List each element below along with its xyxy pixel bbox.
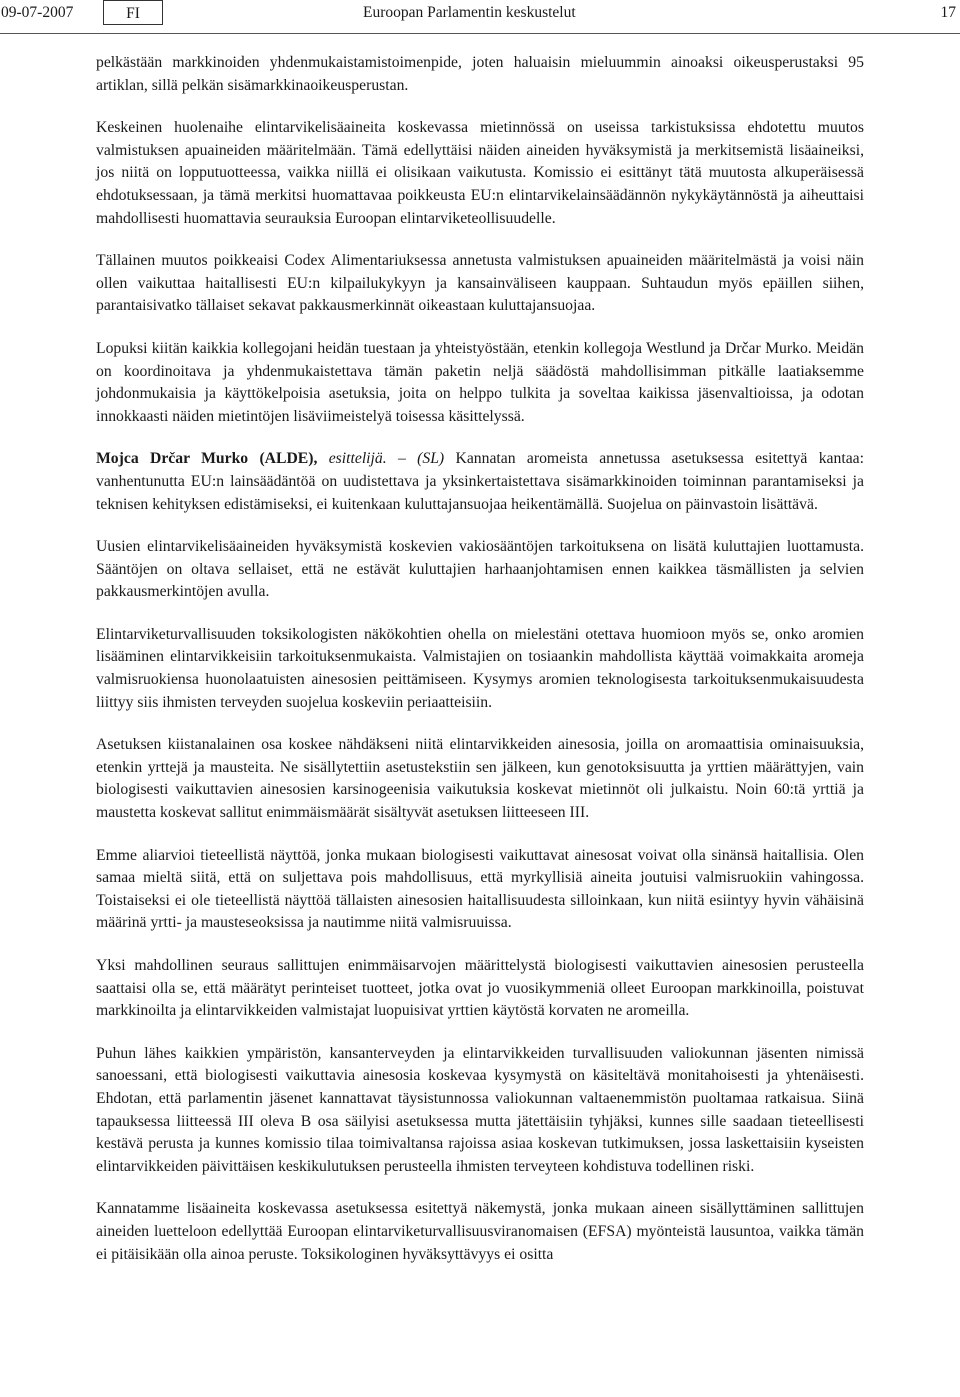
paragraph: Emme aliarvioi tieteellistä näyttöä, jonka mukaan biologisesti vaikuttavat ainesosat voivat olla sinänsä haitallisia. Olen samaa mieltä siitä, että on suljettava pois mahdollisuus, että myrkyllisiä aineita joutuisi valmisruokiin vahingossa. Toistaiseksi ei ole tieteellistä näyttöä tällaisten ainesosien haitallisuudesta silloinkaan, kun niitä esiintyy hyvin vähäisinä määrinä yrtti- ja mausteseoksissa ja nautimme niitä valmisruuissa. [96, 846, 864, 932]
header-title: Euroopan Parlamentin keskustelut [363, 4, 576, 21]
paragraph: Uusien elintarvikelisäaineiden hyväksymistä koskevien vakiosääntöjen tarkoituksena on lisätä kuluttajien luottamusta. Sääntöjen on oltava sellaiset, että ne estävät kuluttajien harhaanjohtamisen ennen kaikkea täsmällisten ja selvien pakkausmerkintöjen avulla. [96, 538, 864, 601]
paragraph: Kannatamme lisäaineita koskevassa asetuksessa esitettyä näkemystä, jonka mukaan aineen sisällyttäminen sallittujen aineiden luetteloon edellyttää Euroopan elintarviketurvallisuusviranomaisen (EFSA) myönteistä lausuntoa, vaikka tämän ei pitäisikään olla ainoa peruste. Toksikologinen hyväksyttävyys ei ositta [96, 1200, 864, 1263]
paragraph: Puhun lähes kaikkien ympäristön, kansanterveyden ja elintarvikkeiden turvallisuuden valiokunnan jäsenten nimissä sanoessani, että biologisesti vaikuttavia ainesosia koskevaa kysymystä on käsiteltävä monitahoisesti ja yhtenäisesti. Ehdotan, että parlamentin jäsenet kannattavat täysistunnossa valiokunnan valtaenemmistön puoltamaa ratkaisua. Siinä tapauksessa liitteessä III oleva B osa säilyisi asetuksessa mutta jätettäisiin tyhjäksi, kunnes sille saadaan tieteellisesti kestävä perusta ja kunnes komissio tilaa toimivaltansa rajoissa asiaa koskevan tutkimuksen, jossa laskettaisiin kyseisten elintarvikkeiden päivittäisen keskikulutuksen perusteella ihmisten terveyteen kohdistuva todellinen riski. [96, 1044, 864, 1175]
paragraph: Keskeinen huolenaihe elintarvikelisäaineita koskevassa mietinnössä on useissa tarkistuksissa ehdotettu muutos valmistuksen apuaineiden määritelmään. Tämä edellyttäisi näiden aineiden hyväksymistä ja merkitsemistä lisäaineiksi, jos niitä on lopputuotteessa, vaikka niillä ei olisikaan vaikutusta. Komissio ei esittänyt tätä muutosta alkuperäisessä ehdotuksessaan, ja tämä merkitsi huomattavaa poikkeusta EU:n elintarvikelainsäädännön nykykäytännöstä ja aiheuttaisi mahdollisesti huomattavia seurauksia Euroopan elintarviketeollisuudelle. [96, 119, 864, 227]
speech-dash: – [397, 450, 406, 468]
paragraph: pelkästään markkinoiden yhdenmukaistamistoimenpide, joten haluaisin mieluummin ainoaksi oikeusperustaksi 95 artiklan, sillä pelkän sisämarkkinaoikeusperustan. [96, 54, 864, 94]
paragraph: Lopuksi kiitän kaikkia kollegojani heidän tuestaan ja yhteistyöstään, etenkin kollegoja Westlund ja Drčar Murko. Meidän on koordinoitava ja yhdenmukaistettava tämän paketin neljä säädöstä mahdollisimman pitkälle laatiaksemme johdonmukaisia ja käyttökelpoisia asetuksia, joita on helppo tulkita ja soveltaa kaikissa jäsenvaltioissa, ja odotan innokkaasti näiden mietintöjen lisäviimeistelyä toisessa käsittelyssä. [96, 339, 864, 425]
header-rule [0, 33, 960, 34]
paragraph: Yksi mahdollinen seuraus sallittujen enimmäisarvojen määrittelystä biologisesti vaikuttavien ainesosien perusteella saattaisi olla se, että määrätyt perinteiset tuotteet, jotka ovat jo vuosikymmeniä olleet Euroopan markkinoilla, poistuvat markkinoilta ja elintarvikkeiden valmistajat luopuisivat yrttien käytöstä korvaten ne aromeilla. [96, 957, 864, 1020]
header-date: 09-07-2007 [1, 4, 74, 21]
document-body [96, 52, 864, 1286]
speaker-name: Mojca Drčar Murko (ALDE), [96, 450, 318, 468]
language-box: FI [103, 0, 163, 25]
paragraph: Tällainen muutos poikkeaisi Codex Alimentariuksessa annetusta valmistuksen apuaineiden määritelmästä ja voisi näin ollen vaikuttaa haitallisesti EU:n kilpailukykyyn ja kansainväliseen kauppaan. Suhtaudun myös epäillen siihen, parantaisivatko tällaiset sekavat pakkausmerkinnät oikeastaan kuluttajansuojaa. [96, 252, 864, 315]
page-number: 17 [940, 4, 956, 21]
paragraph: Asetuksen kiistanalainen osa koskee nähdäkseni niitä elintarvikkeiden ainesosia, joilla on aromaattisia ominaisuuksia, etenkin yrttejä ja mausteita. Ne sisällytettiin asetustekstiin sen jälkeen, kun genotoksisuutta ja yrttien määrättyjen, vain biologisesti vaikuttavien ainesosien karsinogeenisia vaikutuksia koskevat mietinnöt oli julkaistu. Noin 60:tä yrttiä ja maustetta koskevat sallitut enimmäismäärät sisältyvät asetuksen liitteeseen III. [96, 736, 864, 822]
paragraph: Elintarviketurvallisuuden toksikologisten näkökohtien ohella on mielestäni otettava huomioon myös se, onko aromien lisääminen elintarvikkeisiin tarkoituksenmukaista. Valmistajien on tosiaankin mahdollista käyttää voimakkaita aromeja valmisruokiensa huonolaatuisten ainesosien peittämiseen. Kysymys aromien teknologisesta tarkoituksenmukaisuudesta liittyy siis ihmisten terveyden suojelua koskeviin periaatteisiin. [96, 625, 864, 711]
speech-paragraph [96, 448, 864, 516]
speech-language-tag: (SL) [417, 450, 445, 468]
speech-text: Kannatan aromeista annetussa asetuksessa esitettyä kantaa: vanhentunutta EU:n lainsäädäntöä on uudistettava ja yksinkertaistettava sisämarkkinoiden toiminnan parantamiseksi ja teknisen kehityksen edistämiseksi, ei kuitenkaan kuluttajansuojaa heikentämällä. Suojelua on päinvastoin lisättävä. [96, 450, 864, 513]
speaker-role: esittelijä. [328, 450, 387, 468]
page-header [0, 0, 960, 30]
